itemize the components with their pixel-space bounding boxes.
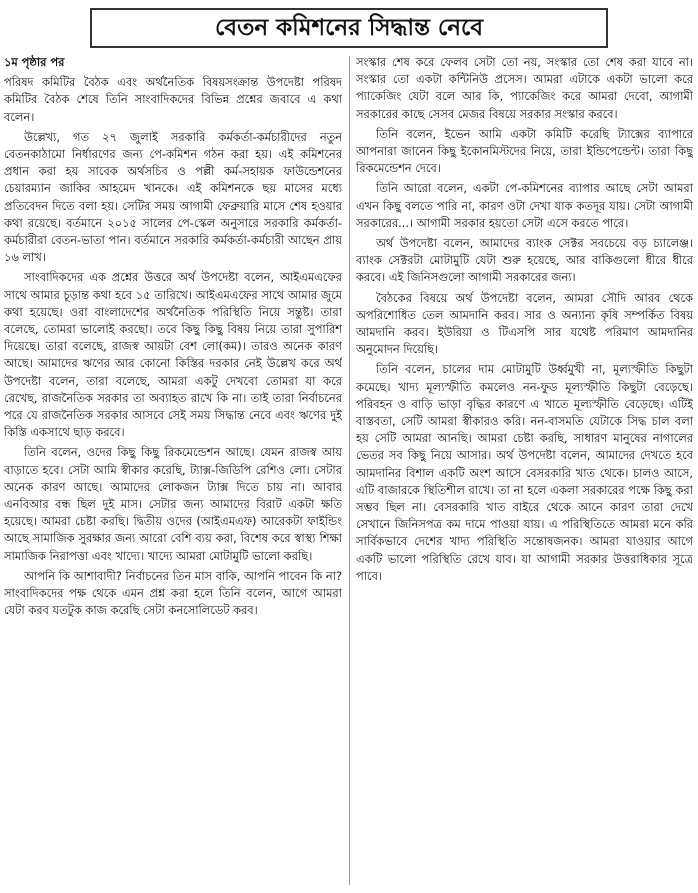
- paragraph: তিনি বলেন, চালের দাম মোটামুটি উর্ধ্বমুখী না, মূল্যস্ফীতি কিছুটা কমেছে। খাদ্য মূল্যস্ফীতি কমলেও নন-ফুড মূল্যস্ফীতি কিছুটা বেড়েছে। পরিবহন ও বাড়ি ভাড়া বৃদ্ধির কারণে এ খাতে মূল্যস্ফীতি বেড়েছে। এটিই বাস্তবতা, সেটি আমরা স্বীকারও করি। নন-বাসমতি যেটাকে সিদ্ধ চাল বলা হয় সেটি আমরা আনছি। আমরা চেষ্টা করছি, সাধারণ মানুষের নাগালের ভেতর সব কিছু নিয়ে আসার। অর্থ উপদেষ্টা বলেন, আমাদের দেখতে হবে আমদানির বিশাল একটি অংশ আসে বেসরকারি খাত থেকে। চালও আসে, এটি বাজারকে স্থিতিশীল রাখে। তা না হলে একলা সরকারের পক্ষে কিছু করা সম্ভব ছিল না। বেসরকারি খাত বাইরে থেকে আনে কারণ তারা দেখে সেখানে জিনিসপত্র কম দামে পাওয়া যায়। এ পরিস্থিতিতে আমরা মনে করি সার্বিকভাবে দেশের খাদ্য পরিস্থিতি সন্তোষজনক। আমরা যাওয়ার আগে একটি ভালো পরিস্থিতি রেখে যাব। যা আগামী সরকার উত্তরাধিকার সূত্রে পাবে।: [356, 362, 693, 583]
- paragraph: আপনি কি আশাবাদী? নির্বাচনের তিন মাস বাকি, আপনি পাবেন কি না? সাংবাদিকদের পক্ষ থেকে এমন প্রশ্ন করা হলে তিনি বলেন, আগে আমরা যেটা করব যতটুক কাজ করেছি সেটা কনসোলিডেট করব।: [4, 568, 342, 618]
- headline: বেতন কমিশনের সিদ্ধান্ত নেবে: [214, 14, 484, 41]
- paragraph: সংস্কার শেষ করে ফেলব সেটা তো নয়, সংস্কার তো শেষ করা যাবে না। সংস্কার তো একটা কন্টিনিউ প্রসেস। আমরা এটাকে একটা ভালো করে প্যাকেজিং যেটা বলে আর কি, প্যাকেজিং করে আমরা দেবো, আগামী সরকারের কাছে সেসব মেজর বিষয়ে সরকার সংস্কার করবে।: [356, 55, 693, 121]
- right-column: [356, 54, 693, 887]
- paragraph: তিনি আরো বলেন, একটা পে-কমিশনের ব্যাপার আছে সেটা আমরা এখন কিছু বলতে পারি না, কারণ ওটা দেখা যাক কতদূর যায়। সেটা আগামী সরকারের...। আগামী সরকার হয়তো সেটা এসে করতে পারে।: [356, 181, 693, 230]
- paragraph: পরিষদ কমিটির বৈঠক এবং অর্থনৈতিক বিষয়সংক্রান্ত উপদেষ্টা পরিষদ কমিটির বৈঠক শেষে তিনি সাংবাদিকদের বিভিন্ন প্রশ্নের জবাবে এ কথা বলেন।: [4, 75, 342, 124]
- headline-box: [90, 8, 608, 48]
- jump-label: ১ম পৃষ্ঠার পর: [4, 55, 65, 69]
- paragraph: তিনি বলেন, ওদের কিছু কিছু রিকমেন্ডেশন আছে। যেমন রাজস্ব আয় বাড়াতে হবে। সেটা আমি স্বীকার করেছি, ট্যাক্স-জিডিপি রেশিও লো। সেটার অনেক কারণ আছে। আমাদের লোকজন ট্যাক্স দিতে চায় না। আবার এনবিআর বন্ধ ছিল দুই মাস। সেটার জন্য আমাদের বিরাট একটা ক্ষতি হয়েছে। আমরা চেষ্টা করছি। দ্বিতীয় ওদের (আইএমএফ) আরেকটা ফাইন্ডিং আছে সামাজিক সুরক্ষার জন্য আরো বেশি ব্যয় করা, বিশেষ করে স্বাস্থ্য শিক্ষা সামাজিক নিরাপত্তা এবং খাদ্যে। খাদ্যে আমরা মোটামুটি ভালো করছি।: [4, 445, 342, 563]
- left-column: [4, 54, 342, 887]
- column-divider: [349, 56, 350, 885]
- paragraph: বৈঠকের বিষয়ে অর্থ উপদেষ্টা বলেন, আমরা সৌদি আরব থেকে অপরিশোধিত তেল আমদানি করব। সার ও অন্যান্য কৃষি সম্পর্কিত বিষয় আমদানি করব। ইউরিয়া ও টিএসপি সার যথেষ্ট পরিমাণ আমদানির অনুমোদন দিয়েছি।: [356, 290, 693, 357]
- paragraph: উল্লেখ্য, গত ২৭ জুলাই সরকারি কর্মকর্তা-কর্মচারীদের নতুন বেতনকাঠামো নির্ধারণের জন্য পে-কমিশন গঠন করা হয়। এই কমিশনের প্রধান করা হয় সাবেক অর্থসচিব ও পল্লী কর্ম-সহায়ক ফাউন্ডেশনের চেয়ারম্যান জাকির আহমেদ খানকে। এই কমিশনকে ছয় মাসের মধ্যে প্রতিবেদন দিতে বলা হয়। সেটির সময় আগামী ফেব্রুয়ারি মাসে শেষ হওয়ার কথা রয়েছে। বর্তমানে ২০১৫ সালের পে-স্কেল অনুসারে সরকারি কর্মকর্তা-কর্মচারীরা বেতন-ভাতা পান। বর্তমানে সরকারি কর্মকর্তা-কর্মচারী আছেন প্রায় ১৬ লাখ।: [4, 129, 342, 265]
- paragraph: অর্থ উপদেষ্টা বলেন, আমাদের ব্যাংক সেক্টর সবচেয়ে বড় চ্যালেঞ্জ। ব্যাংক সেক্টরটা মোটামুটি যেটা শুরু হয়েছে, আর বাকিগুলো ধীরে ধীরে করবে। এই জিনিসগুলো আগামী সরকারের জন্য।: [356, 236, 693, 285]
- paragraph: [4, 54, 342, 71]
- paragraph: সাংবাদিকদের এক প্রশ্নের উত্তরে অর্থ উপদেষ্টা বলেন, আইএমএফের সাথে আমার চূড়ান্ত কথা হবে ১৫ তারিখে। আইএমএফের সাথে আমার জুমে কথা হয়েছে। ওরা বাংলাদেশের অর্থনৈতিক পরিস্থিতি নিয়ে সন্তুষ্ট। তারা বলেছে, তোমরা ভালোই করছো। তবে কিছু কিছু বিষয় নিয়ে তারা সুপারিশ দিয়েছে। তারা বলেছে, রাজস্ব আয়টা বেশ লো(কম)। তারও অনেক কারণ আছে। আমাদের ঋণের আর কোনো কিস্তির দরকার নেই উল্লেখ করে অর্থ উপদেষ্টা বলেন, তারা বলেছে, আমরা একটু দেখবো তোমরা যা করে রেখেছ, রাজনৈতিক সরকার তা অব্যাহত রাখে কি না। তাই তারা নির্বাচনের পরে যে রাজনৈতিক সরকার আসবে সেই সময় সিদ্ধান্ত নেবে এবং ঋণের দুই কিস্তি একসাথে ছাড় করবে।: [4, 270, 342, 440]
- paragraph: তিনি বলেন, ইভেন আমি একটা কমিটি করেছি ট্যাক্সের ব্যাপারে আপনারা জানেন কিছু ইকোনমিস্টদের নিয়ে, তারা ইন্ডিপেন্ডেন্ট। তারা কিছু রিকমেন্ডেশন দেবে।: [356, 126, 693, 176]
